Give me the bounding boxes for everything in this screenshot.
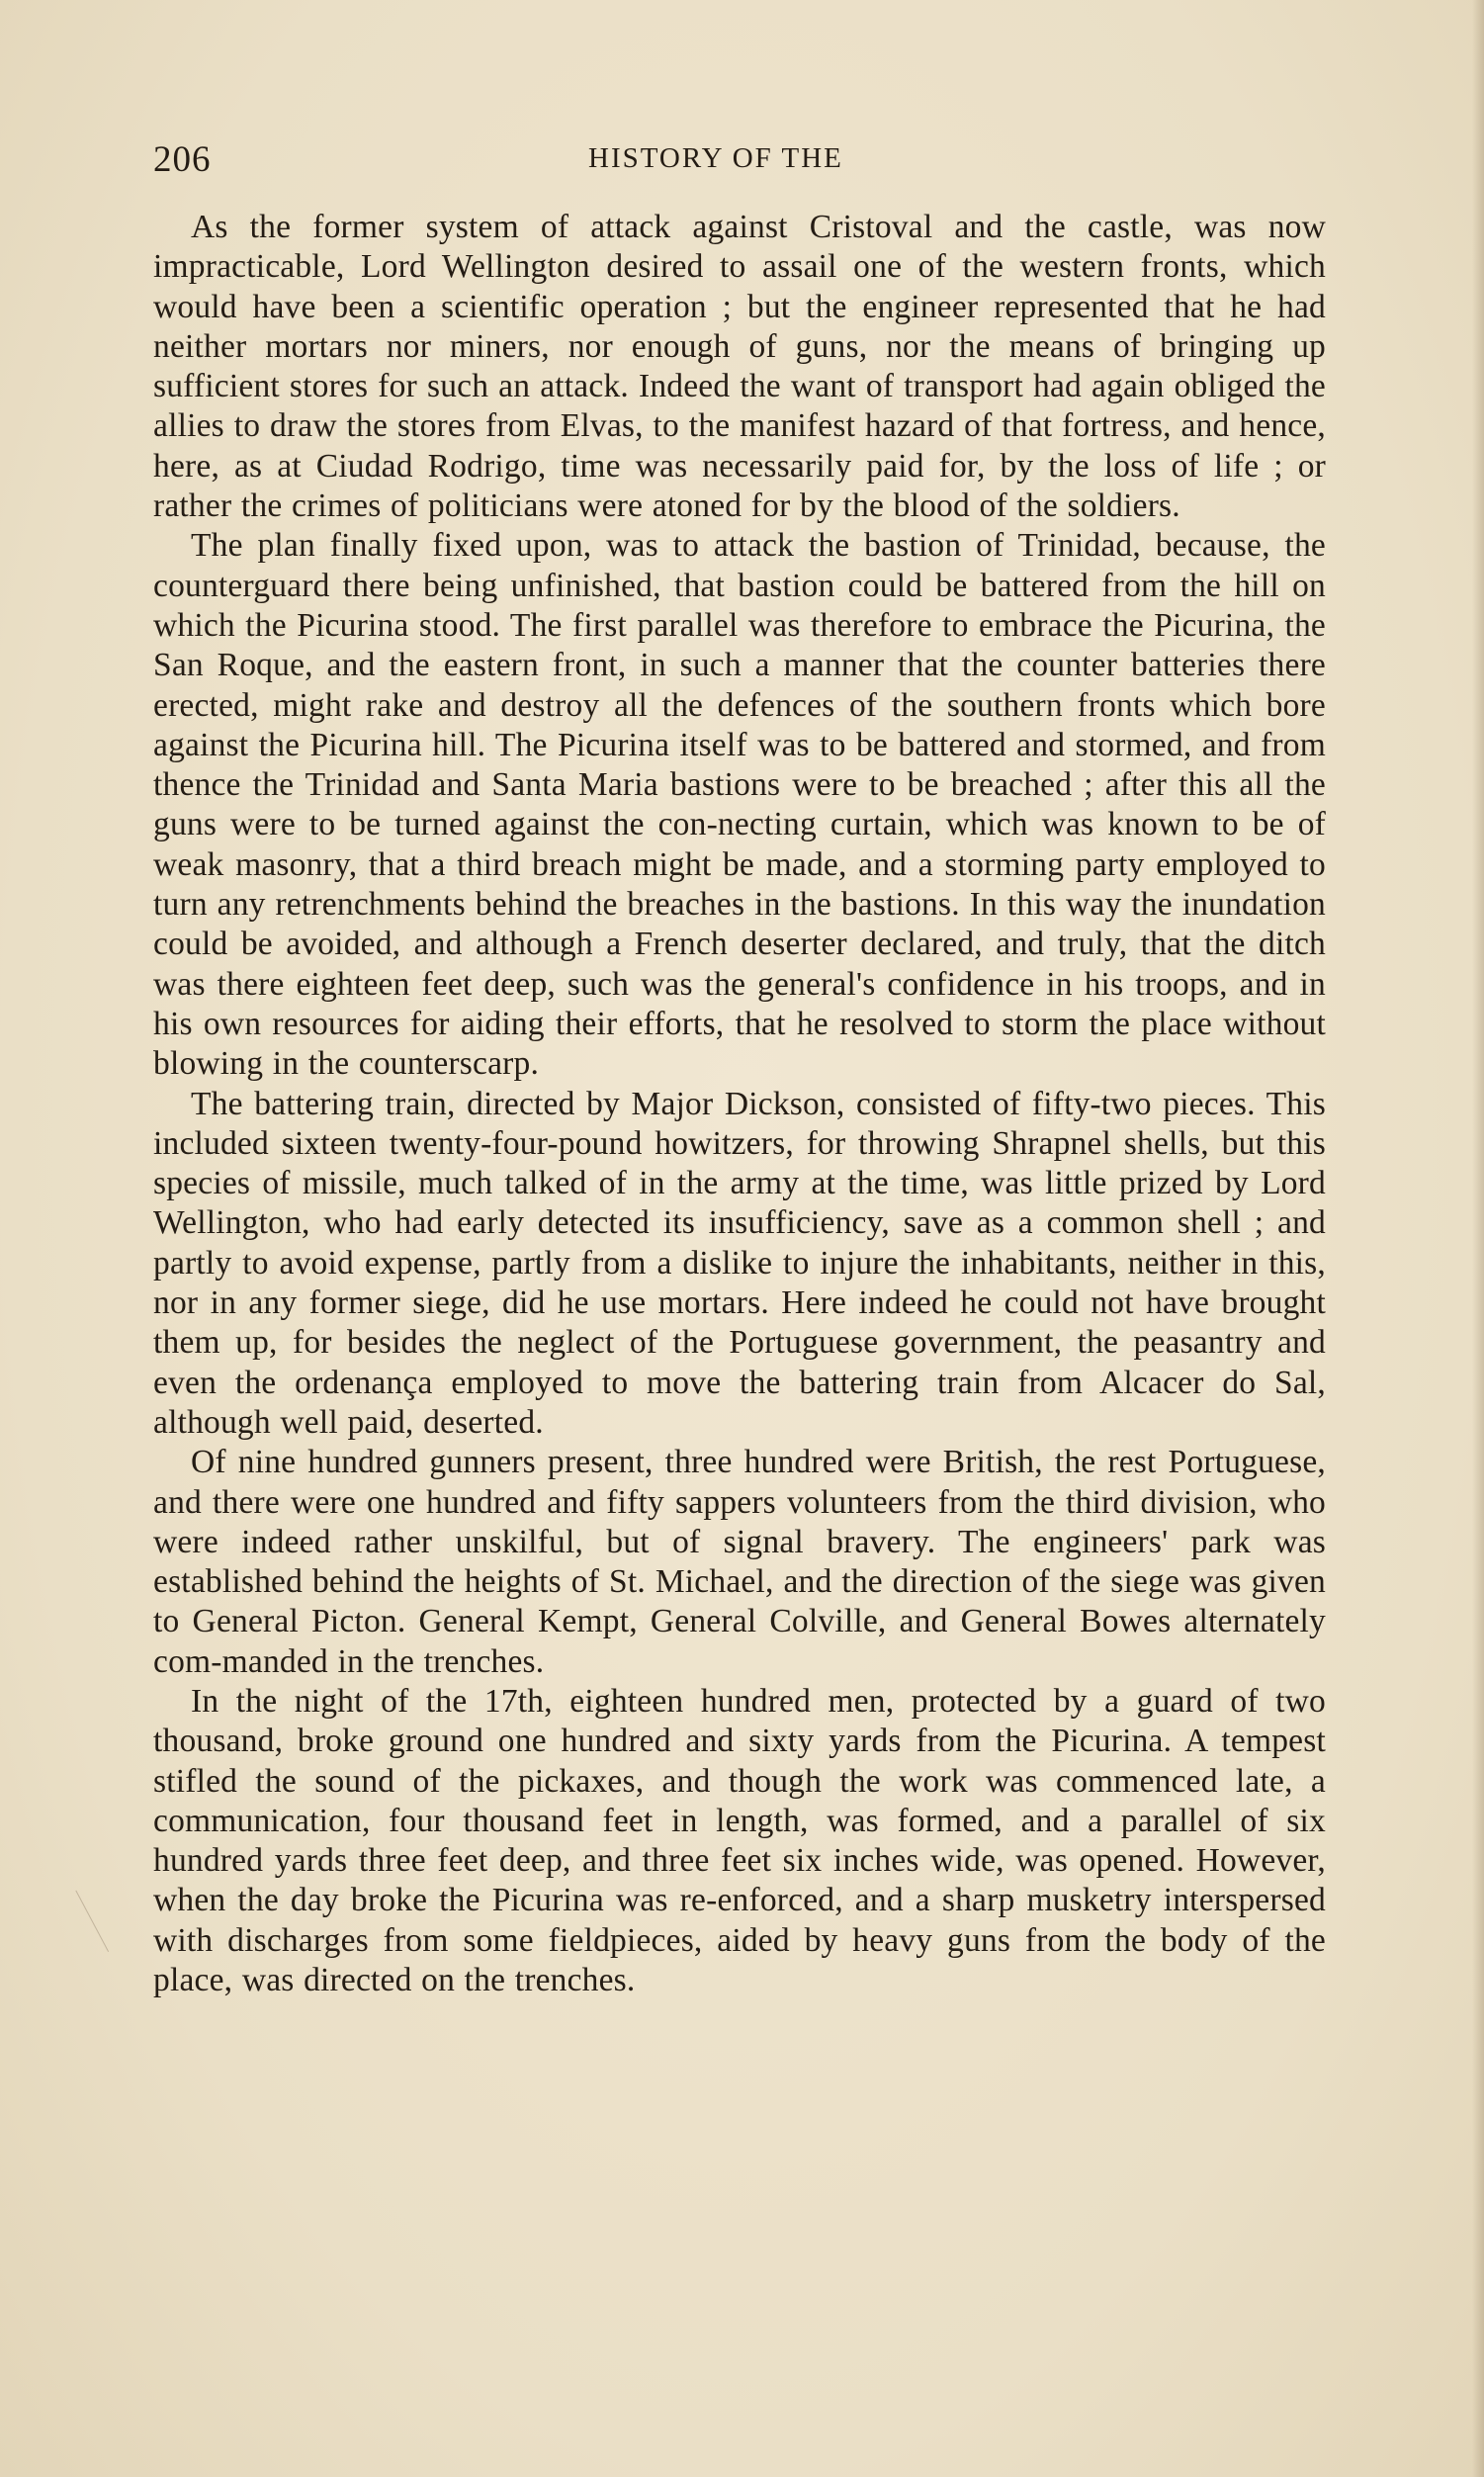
paragraph-2: The plan finally fixed upon, was to attack the bastion of Trinidad, because, the counterguard there being unfinished, that bastion could be battered from the hill on which the Picurina stood. The first parallel was therefore to embrace the Picurina, the San Roque, and the eastern front, in such a manner that the counter batteries there erected, might rake and destroy all the defences of the southern fronts which bore against the Picurina hill. The Picurina itself was to be battered and stormed, and from thence the Trinidad and Santa Maria bastions were to be breached ; after this all the guns were to be turned against the con-necting curtain, which was known to be of weak masonry, that a third breach might be made, and a storming party employed to turn any retrenchments behind the breaches in the bastions. In this way the inundation could be avoided, and although a French deserter declared, and truly, that the ditch was there eighteen feet deep, such was the general's confidence in his troops, and in his own resources for aiding their efforts, that he resolved to storm the place without blowing in the counterscarp. [153,527,1326,1083]
page-header [153,138,1330,182]
paragraph-5: In the night of the 17th, eighteen hundred men, protected by a guard of two thousand, broke ground one hundred and sixty yards from the Picurina. A tempest stifled the sound of the pickaxes, and though the work was commenced late, a communication, four thousand feet in length, was formed, and a parallel of six hundred yards three feet deep, and three feet six inches wide, was opened. However, when the day broke the Picurina was re-enforced, and a sharp musketry interspersed with discharges from some fieldpieces, aided by heavy guns from the body of the place, was directed on the trenches. [153,1682,1326,1999]
paragraph-4: Of nine hundred gunners present, three hundred were British, the rest Portuguese, and there were one hundred and fifty sappers volunteers from the third division, who were indeed rather unskilful, but of signal bravery. The engineers' park was established behind the heights of St. Michael, and the direction of the siege was given to General Picton. General Kempt, General Colville, and General Bowes alternately com-manded in the trenches. [153,1444,1326,1680]
paragraph-3: The battering train, directed by Major Dickson, consisted of fifty-two pieces. This included sixteen twenty-four-pound howitzers, for throwing Shrapnel shells, but this species of missile, much talked of in the army at the time, was little prized by Lord Wellington, who had early detected its insufficiency, save as a common shell ; and partly to avoid expense, partly from a dislike to injure the inhabitants, neither in this, nor in any former siege, did he use mortars. Here indeed he could not have brought them up, for besides the neglect of the Portuguese government, the peasantry and even the ordenança employed to move the battering train from Alcacer do Sal, although well paid, deserted. [153,1085,1326,1441]
margin-pencil-mark [75,1885,119,1952]
running-head: HISTORY OF THE [588,142,843,174]
page-number: 206 [153,139,212,180]
paragraph-1: As the former system of attack against Cristoval and the castle, was now impracticable, Lord Wellington desired to assail one of the western fronts, which would have been a scientific operation ; but the engineer represented that he had neither mortars nor miners, nor enough of guns, nor the means of bringing up sufficient stores for such an attack. Indeed the want of transport had again obliged the allies to draw the stores from Elvas, to the manifest hazard of that fortress, and hence, here, as at Ciudad Rodrigo, time was necessarily paid for, by the loss of life ; or rather the crimes of politicians were atoned for by the blood of the soldiers. [153,209,1326,525]
body-text [153,208,1326,2000]
page-edge-shadow [1472,0,1484,2477]
